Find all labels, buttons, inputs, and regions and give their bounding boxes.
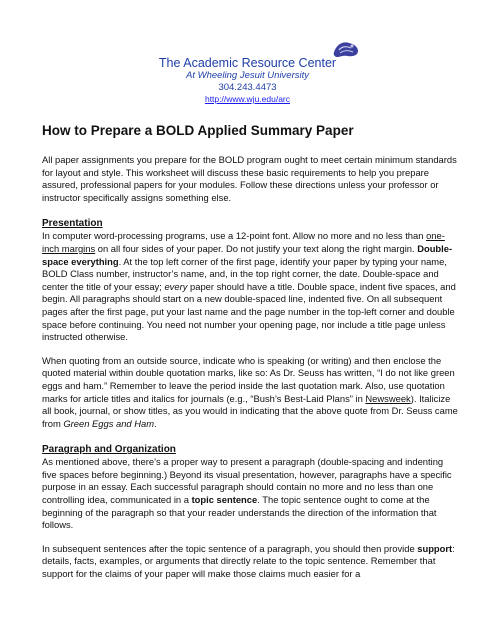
text-run: As mentioned above, there’s a proper way to present a paragraph (double-spacing and indenting five spaces before beginning.) Beyond its visual presentation, however, paragraphs have a specific purpose in an essay. Each successful paragraph should contain no more and no less than one controlling idea, communicated in a	[42, 456, 452, 506]
org-url-link[interactable]: http://www.wju.edu/arc	[204, 94, 291, 104]
text-run: In computer word-processing programs, use a 12-point font. Allow no more and no less than	[42, 230, 427, 242]
bold-text: support	[417, 542, 453, 554]
org-name: The Academic Resource Center	[158, 56, 337, 70]
bold-text: Double-space everything	[42, 242, 453, 267]
text-run: : details, facts, examples, or arguments that directly relate to the topic sentence. Remember that support for the claims of your paper will make those claims much easier for a	[42, 542, 455, 580]
italic-text: Green Eggs and Ham	[63, 417, 155, 429]
intro-paragraph: All paper assignments you prepare for the BOLD program ought to meet certain minimum standards for layout and style. This worksheet will discuss these basic requirements to help you prepare assured, professional papers for your modules. Follow these directions unless your professor or instructor specifically assigns something else.	[42, 154, 457, 203]
org-phone: 304.243.4473	[218, 81, 277, 93]
document-body	[42, 154, 460, 592]
document-title: How to Prepare a BOLD Applied Summary Paper	[42, 123, 354, 138]
text-run: . The topic sentence ought to come at the beginning of the paragraph so that your reader understands the direction of the information that follows.	[42, 494, 437, 531]
paragraph-org-paragraph-1	[42, 456, 460, 532]
section-heading-paragraph-organization: Paragraph and Organization	[42, 444, 176, 456]
text-run: .	[154, 417, 157, 429]
presentation-paragraph-1	[42, 230, 460, 343]
org-subtitle: At Wheeling Jesuit University	[185, 70, 310, 81]
text-run: on all four sides of your paper. Do not justify your text along the right margin.	[95, 242, 418, 254]
underlined-text: one-inch margins	[42, 230, 445, 254]
text-run: When quoting from an outside source, indicate who is speaking (or writing) and then enclose the quoted material within double quotation marks, like so: As Dr. Seuss has written, “I do not like green eggs and ham.” Remember to leave the period inside the last quotation mark. Also, use quotation marks for article titles and italics for journals (e.g., “Bush’s Best-Laid Plans” in	[42, 354, 455, 404]
text-run: . At the top left corner of the first page, identify your paper by typing your name, BOLD Class number, instructor’s name, and, in the top right corner, the date. Double-space and center the title of your essay;	[42, 255, 447, 292]
bold-text: topic sentence	[191, 494, 258, 506]
italic-text: every	[164, 280, 188, 292]
text-run: paper should have a title. Double space, indent five spaces, and begin. All paragraphs should start on a new double-spaced line, indented five. On all subsequent pages after the first page, put your last name and the page number in the top-left corner and double space before continuing. You need not number your opening page, nor include a title page unless instructed otherwise.	[42, 280, 456, 343]
presentation-paragraph-2	[42, 355, 460, 431]
text-run: ). Italicize all book, journal, or show titles, as you would in indicating that the above quote from Dr. Seuss came from	[42, 392, 458, 429]
section-heading-presentation: Presentation	[42, 218, 103, 230]
text-run: In subsequent sentences after the topic sentence of a paragraph, you should then provide	[42, 542, 418, 554]
document-header	[0, 56, 495, 105]
underlined-text: Newsweek	[365, 392, 411, 404]
paragraph-org-paragraph-2	[42, 543, 460, 581]
